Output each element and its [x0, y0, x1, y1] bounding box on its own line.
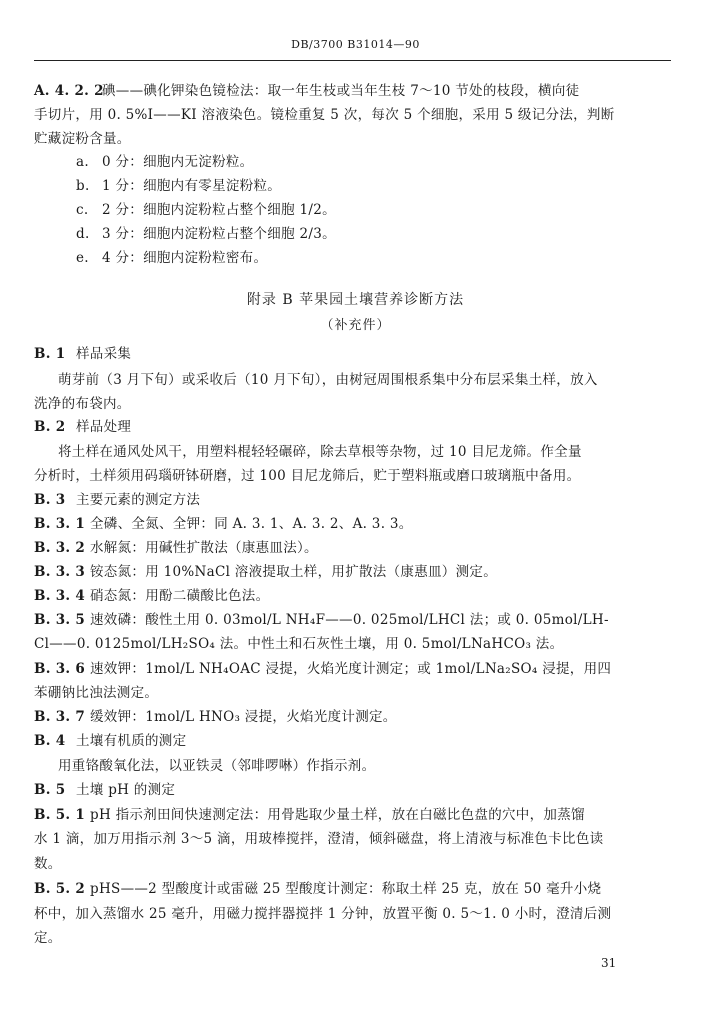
- item-b34: B. 3. 4 硝态氮：用酚二磺酸比色法。: [34, 588, 270, 604]
- list-item-d: d. 3 分：细胞内淀粉粒占整个细胞 2/3。: [76, 226, 336, 242]
- header-rule: [34, 60, 671, 61]
- list-item-c: c. 2 分：细胞内淀粉粒占整个细胞 1/2。: [76, 202, 336, 218]
- item-b51-line-1: B. 5. 1 pH 指示剂田间快速测定法：用骨匙取少量土样，放在白磁比色盘的穴中，加蒸馏: [34, 807, 585, 823]
- paragraph-b1-line-2: 洗净的布袋内。: [34, 396, 131, 412]
- list-item-e: e. 4 分：细胞内淀粉粒密布。: [76, 250, 268, 266]
- paragraph-a422-line-2: 手切片，用 0. 5%I——KI 溶液染色。镜检重复 5 次，每次 5 个细胞，采用 5 级记分法，判断: [34, 107, 615, 123]
- appendix-title: 附录 B 苹果园土壤营养诊断方法: [246, 292, 465, 308]
- item-b31: B. 3. 1 全磷、全氮、全钾：同 A. 3. 1、A. 3. 2、A. 3. 3。: [34, 516, 413, 532]
- list-item-a: a. 0 分：细胞内无淀粉粒。: [76, 154, 254, 170]
- item-b35-line-2: Cl——0. 0125mol/LH₂SO₄ 法。中性土和石灰性土壤，用 0. 5mol/LNaHCO₃ 法。: [34, 636, 564, 652]
- heading-b3: B. 3 主要元素的测定方法: [34, 492, 201, 508]
- paragraph-b2-line-1: 将土样在通风处风干，用塑料棍轻轻碾碎，除去草根等杂物，过 10 目尼龙筛。作全量: [58, 444, 582, 460]
- paragraph-a422-line-1: A. 4. 2. 2碘——碘化钾染色镜检法：取一年生枝或当年生枝 7～10 节处的枝段，横向徒: [34, 83, 580, 99]
- item-b52-line-3: 定。: [34, 930, 62, 946]
- heading-b4: B. 4 土壤有机质的测定: [34, 733, 187, 749]
- item-b33: B. 3. 3 铵态氮：用 10%NaCl 溶液提取土样，用扩散法（康惠皿）测定。: [34, 564, 497, 580]
- item-b52-line-1: B. 5. 2 pHS——2 型酸度计或雷磁 25 型酸度计测定：称取土样 25 克，放在 50 毫升小烧: [34, 881, 602, 897]
- item-b37: B. 3. 7 缓效钾：1mol/L HNO₃ 浸提，火焰光度计测定。: [34, 709, 397, 725]
- item-b51-line-2: 水 1 滴，加万用指示剂 3～5 滴，用玻棒搅拌，澄清，倾斜磁盘，将上清液与标准色卡比色读: [34, 831, 604, 847]
- heading-b1: B. 1 样品采集: [34, 346, 132, 362]
- section-number-a422: A. 4. 2. 2: [34, 83, 104, 99]
- paragraph-b2-line-2: 分析时，土样须用码瑙研钵研磨，过 100 目尼龙筛后，贮于塑料瓶或磨口玻璃瓶中备用。: [34, 468, 581, 484]
- appendix-subtitle: （补充件）: [320, 318, 391, 333]
- item-b36-line-1: B. 3. 6 速效钾：1mol/L NH₄OAC 浸提，火焰光度计测定；或 1mol/LNa₂SO₄ 浸提，用四: [34, 661, 612, 677]
- item-b36-line-2: 苯硼钠比浊法测定。: [34, 685, 159, 701]
- item-b32: B. 3. 2 水解氮：用碱性扩散法（康惠皿法）。: [34, 540, 318, 556]
- item-b52-line-2: 杯中，加入蒸馏水 25 毫升，用磁力搅拌器搅拌 1 分钟，放置平衡 0. 5～1. 0 小时，澄清后测: [34, 906, 612, 922]
- paragraph-a422-line-3: 贮藏淀粉含量。: [34, 131, 131, 147]
- paragraph-b1-line-1: 萌芽前（3 月下旬）或采收后（10 月下旬），由树冠周围根系集中分布层采集土样，放入: [58, 372, 598, 388]
- running-header: DB/3700 B31014—90: [291, 38, 420, 51]
- item-b51-line-3: 数。: [34, 856, 62, 872]
- page-number: 31: [601, 956, 617, 970]
- paragraph-b4-line-1: 用重铬酸氧化法，以亚铁灵（邻啡啰啉）作指示剂。: [58, 758, 376, 774]
- item-b35-line-1: B. 3. 5 速效磷：酸性土用 0. 03mol/L NH₄F——0. 025mol/LHCl 法；或 0. 05mol/LH-: [34, 612, 609, 628]
- list-item-b: b. 1 分：细胞内有零星淀粉粒。: [76, 178, 282, 194]
- heading-b5: B. 5 土壤 pH 的测定: [34, 782, 176, 798]
- heading-b2: B. 2 样品处理: [34, 419, 132, 435]
